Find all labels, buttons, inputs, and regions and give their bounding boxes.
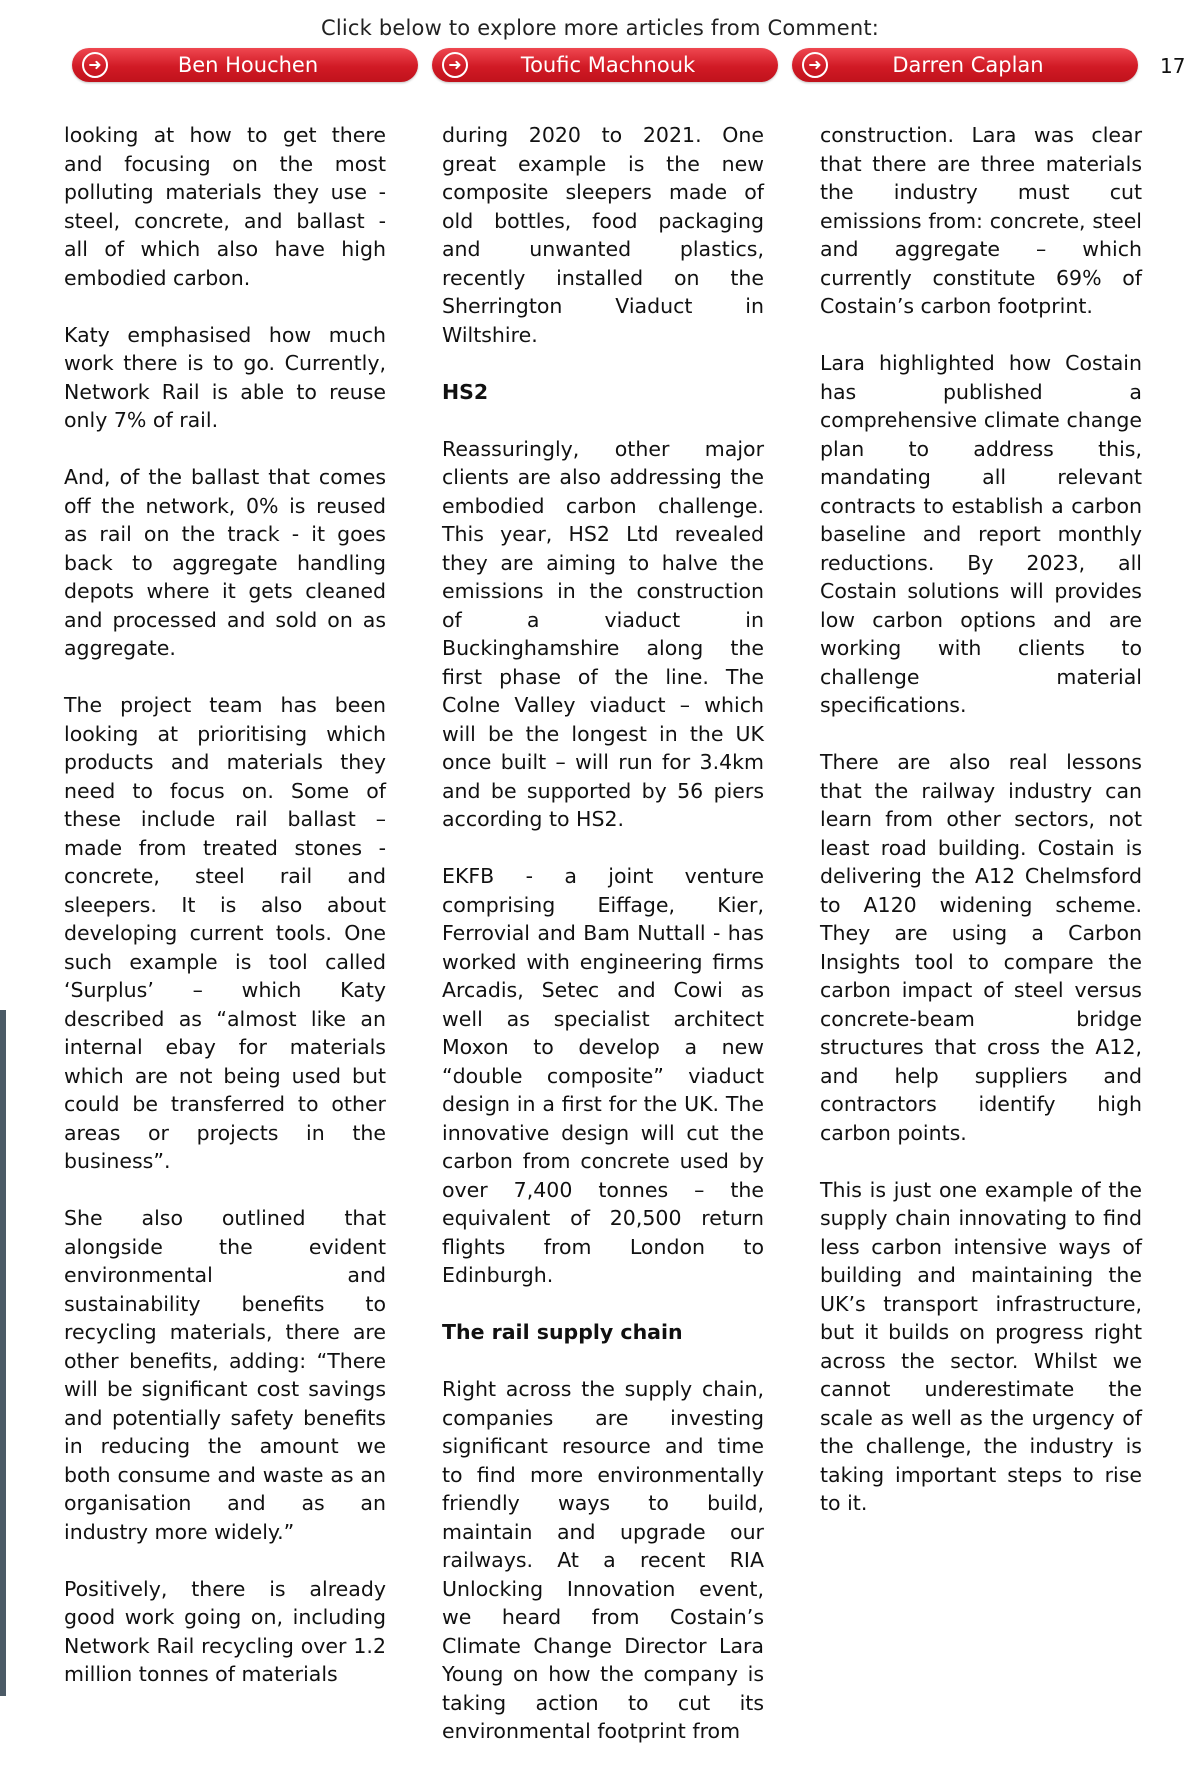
paragraph: Lara highlighted how Costain has published a comprehensive climate change plan to address this, mandating all relevant contracts to establish a carbon baseline and report monthly reductions. By 2023, all Costain solutions will provides low carbon options and are working with clients to challenge material specifications. — [820, 351, 1142, 717]
paragraph: during 2020 to 2021. One great example is the new composite sleepers made of old bottles, food packaging and unwanted plastics, recently installed on the Sherrington Viaduct in Wiltshire. — [442, 123, 764, 347]
arrow-right-circle-icon: ➜ — [802, 52, 828, 78]
paragraph: Reassuringly, other major clients are also addressing the embodied carbon challenge. This year, HS2 Ltd revealed they are aiming to halve the emissions in the construction of a viaduct in Buckinghamshire along the first phase of the line. The Colne Valley viaduct – which will be the longest in the UK once built – will run for 3.4km and be supported by 56 piers according to HS2. — [442, 436, 764, 831]
article-link-label: Ben Houchen — [177, 53, 319, 77]
paragraph: And, of the ballast that comes off the network, 0% is reused as rail on the track - it goes back to aggregate handling depots where it gets cleaned and processed and sold on as aggregate. — [64, 465, 386, 660]
article-link-darren-caplan[interactable] — [792, 48, 1138, 82]
article-link-label: Toufic Machnouk — [520, 53, 696, 77]
arrow-right-circle-icon: ➜ — [442, 52, 468, 78]
page-edge-bar — [0, 1010, 6, 1696]
page-number: 17 — [1160, 54, 1186, 78]
section-heading-rail-supply-chain: The rail supply chain — [442, 1320, 683, 1344]
article-link-ben-houchen[interactable] — [72, 48, 418, 82]
article-column-2 — [442, 121, 764, 1774]
article-column-3 — [820, 121, 1142, 1546]
article-column-1 — [64, 121, 386, 1717]
section-heading-hs2: HS2 — [442, 379, 489, 404]
paragraph: The project team has been looking at prioritising which products and materials they need to focus on. Some of these include rail ballast – made from treated stones - concrete, steel rail and sleepers. It is also about developing current tools. One such example is tool called ‘Surplus’ – which Katy described as “almost like an internal ebay for materials which are not being used but could be transferred to other areas or projects in the business”. — [64, 693, 386, 1173]
paragraph: Katy emphasised how much work there is to go. Currently, Network Rail is able to reuse only 7% of rail. — [64, 322, 386, 432]
paragraph: She also outlined that alongside the evident environmental and sustainability benefits to recycling materials, there are other benefits, adding: “There will be significant cost savings and potentially safety benefits in reducing the amount we both consume and waste as an organisation and as an industry more widely.” — [64, 1206, 386, 1544]
paragraph: There are also real lessons that the railway industry can learn from other sectors, not least road building. Costain is delivering the A12 Chelmsford to A120 widening scheme. They are using a Carbon Insights tool to compare the carbon impact of steel versus concrete-beam bridge structures that cross the A12, and help suppliers and contractors identify high carbon points. — [820, 750, 1142, 1145]
paragraph: This is just one example of the supply chain innovating to find less carbon intensive ways of building and maintaining the UK’s transport infrastructure, but it builds on progress right across the sector. Whilst we cannot underestimate the scale as well as the urgency of the challenge, the industry is taking important steps to rise to it. — [820, 1177, 1142, 1515]
arrow-right-circle-icon: ➜ — [82, 52, 108, 78]
article-link-toufic-machnouk[interactable] — [432, 48, 778, 82]
article-link-label: Darren Caplan — [892, 53, 1044, 77]
paragraph: looking at how to get there and focusing on the most polluting materials they use - steel, concrete, and ballast - all of which also have high embodied carbon. — [64, 123, 386, 290]
paragraph: Right across the supply chain, companies are investing significant resource and time to find more environmentally friendly ways to build, maintain and upgrade our railways. At a recent RIA Unlocking Innovation event, we heard from Costain’s Climate Change Director Lara Young on how the company is taking action to cut its environmental footprint from — [442, 1377, 764, 1743]
nav-caption: Click below to explore more articles from Comment: — [320, 16, 880, 40]
paragraph: EKFB - a joint venture comprising Eiffage, Kier, Ferrovial and Bam Nuttall - has worked with engineering firms Arcadis, Setec and Cowi as well as specialist architect Moxon to develop a new “double composite” viaduct design in a first for the UK. The innovative design will cut the carbon from concrete used by over 7,400 tonnes – the equivalent of 20,500 return flights from London to Edinburgh. — [442, 864, 764, 1287]
paragraph: construction. Lara was clear that there are three materials the industry must cut emissions from: concrete, steel and aggregate – which currently constitute 69% of Costain’s carbon footprint. — [820, 123, 1142, 318]
paragraph: Positively, there is already good work going on, including Network Rail recycling over 1.2 million tonnes of materials — [64, 1576, 386, 1686]
